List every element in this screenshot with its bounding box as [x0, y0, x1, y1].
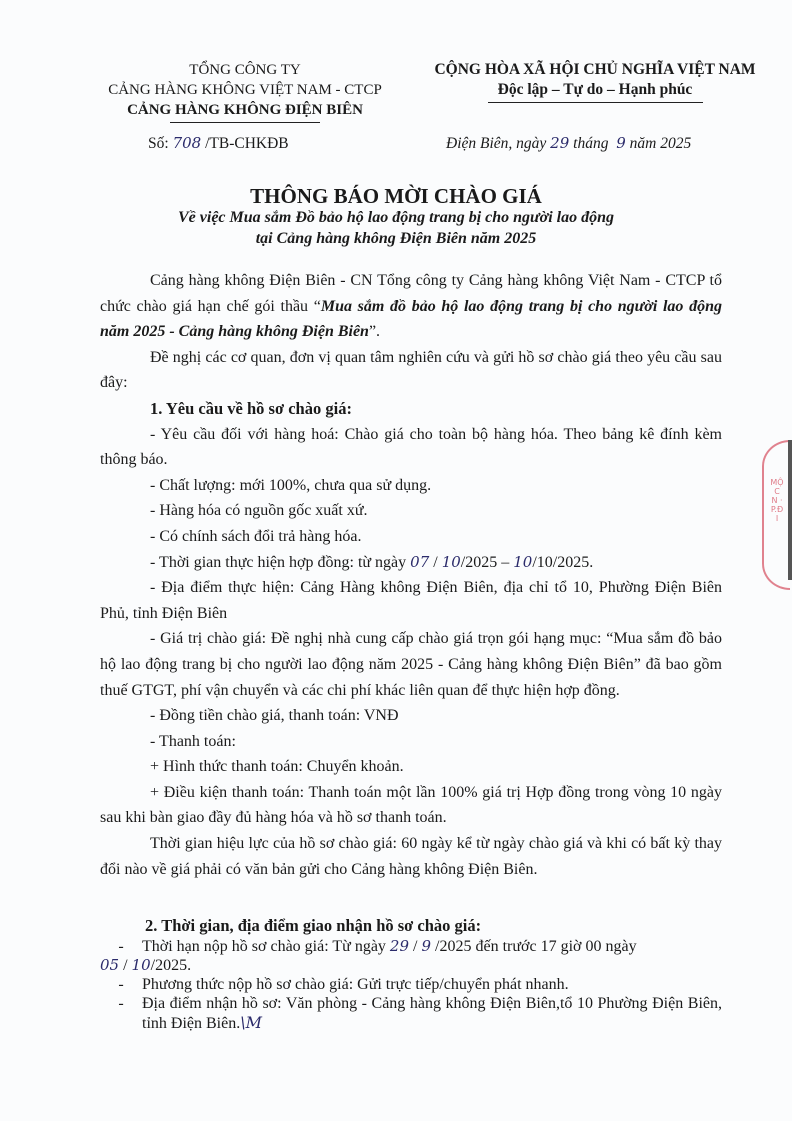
deadline-from-month: 9	[421, 937, 432, 955]
subtitle-line-1: Về việc Mua sắm Đồ bảo hộ lao động trang bị cho người lao động	[178, 209, 614, 226]
divider	[170, 122, 320, 123]
date-month-label: tháng	[573, 135, 609, 152]
requirement-item: - Thanh toán:	[150, 732, 236, 750]
deadline-end: /2025.	[150, 957, 192, 974]
bullet-dash: -	[118, 995, 124, 1012]
deadline-from-day: 29	[389, 937, 410, 955]
national-header	[405, 60, 785, 103]
bullet-dash: -	[118, 938, 124, 955]
requirement-item: - Đồng tiền chào giá, thanh toán: VNĐ	[150, 707, 399, 725]
motto: Độc lập – Tự do – Hạnh phúc	[497, 81, 693, 98]
page-edge	[788, 440, 792, 580]
method-text: Phương thức nộp hồ sơ chào giá: Gửi trực tiếp/chuyển phát nhanh.	[142, 976, 569, 993]
requirement-item: - Có chính sách đổi trả hàng hóa.	[150, 527, 362, 545]
stamp-text: MỘC N · P.ĐI	[770, 478, 784, 523]
method-item	[100, 975, 722, 994]
contract-end-rest: /10/2025.	[532, 553, 594, 571]
date-day: 29	[550, 134, 570, 152]
document-subtitle	[0, 207, 792, 249]
country-name: CỘNG HÒA XÃ HỘI CHỦ NGHĨA VIỆT NAM	[434, 61, 756, 78]
bullet-dash: -	[118, 976, 124, 993]
contract-period-label: - Thời gian thực hiện hợp đồng: từ ngày	[150, 553, 407, 571]
branch-name: CẢNG HÀNG KHÔNG ĐIỆN BIÊN	[127, 102, 363, 118]
deadline-to-day: 05	[100, 956, 120, 974]
requirement-item: - Yêu cầu đối với hàng hoá: Chào giá cho toàn bộ hàng hóa. Theo bảng kê đính kèm thông báo.	[100, 425, 722, 469]
request-paragraph: Đề nghị các cơ quan, đơn vị quan tâm nghiên cứu và gửi hồ sơ chào giá theo yêu cầu sau đây:	[100, 348, 722, 392]
issue-date	[446, 134, 691, 153]
initials-mark: \M	[240, 1013, 262, 1032]
divider	[488, 102, 703, 103]
deadline-to-month: 10	[131, 956, 151, 974]
parent-org: TỔNG CÔNG TY	[189, 62, 301, 78]
section2-heading: 2. Thời gian, địa điểm giao nhận hồ sơ chào giá:	[145, 916, 482, 935]
subtitle-line-2: tại Cảng hàng không Điện Biên năm 2025	[255, 230, 537, 247]
number-label: Số:	[148, 135, 169, 152]
location-item	[100, 994, 722, 1033]
number-handwritten: 708	[172, 134, 202, 152]
date-prefix: Điện Biên, ngày	[446, 135, 547, 152]
deadline-label: Thời hạn nộp hồ sơ chào giá: Từ ngày	[142, 938, 386, 955]
intro-paragraph	[100, 268, 722, 345]
document-number	[148, 134, 289, 153]
requirement-item: - Hàng hóa có nguồn gốc xuất xứ.	[150, 502, 368, 520]
number-suffix: /TB-CHKĐB	[205, 135, 289, 152]
requirement-item: - Chất lượng: mới 100%, chưa qua sử dụng.	[150, 476, 432, 494]
issuer-header	[100, 60, 390, 123]
deadline-text: Thời hạn nộp hồ sơ chào giá: Từ ngày 29 / 9 /2025 đến trước 17 giờ 00 ngày	[142, 937, 637, 955]
contract-period: - Thời gian thực hiện hợp đồng: từ ngày 07 / 10/2025 – 10/10/2025.	[150, 552, 594, 571]
corporation-name: CẢNG HÀNG KHÔNG VIỆT NAM - CTCP	[108, 82, 382, 98]
contract-mid: /2025 –	[460, 553, 510, 571]
requirement-item: + Điều kiện thanh toán: Thanh toán một lần 100% giá trị Hợp đồng trong vòng 10 ngày sau khi bàn giao đầy đủ hàng hóa và hồ sơ thanh toán.	[100, 783, 722, 827]
contract-start-month: 10	[441, 552, 461, 571]
section1-heading: 1. Yêu cầu về hồ sơ chào giá:	[150, 398, 352, 418]
requirement-item: - Địa điểm thực hiện: Cảng Hàng không Điện Biên, địa chỉ tổ 10, Phường Điện Biên Phủ, tỉnh Điện Biên	[100, 579, 722, 622]
contract-start-day: 07	[410, 552, 430, 571]
deadline-mid: /2025 đến trước 17 giờ 00 ngày	[435, 938, 637, 955]
requirement-item: + Hình thức thanh toán: Chuyển khoản.	[150, 758, 404, 776]
validity-paragraph: Thời gian hiệu lực của hồ sơ chào giá: 60 ngày kể từ ngày chào giá và khi có bất kỳ thay đổi nào về giá phải có văn bản gửi cho Cảng hàng không Điện Biên.	[100, 835, 722, 878]
location-value: Địa điểm nhận hồ sơ: Văn phòng - Cảng hàng không Điện Biên,tổ 10 Phường Điện Biên, tỉnh Điện Biên.	[142, 995, 722, 1032]
intro-text: Cảng hàng không Điện Biên - CN Tổng công ty Cảng hàng không Việt Nam - CTCP tổ chức chào giá hạn chế gói thầu “	[100, 272, 722, 315]
document-body	[100, 268, 722, 882]
date-month: 9	[616, 134, 626, 152]
section2	[100, 915, 722, 1033]
location-text	[142, 994, 722, 1033]
document-title: THÔNG BÁO MỜI CHÀO GIÁ	[250, 184, 542, 208]
deadline-item	[100, 937, 722, 956]
package-name: Mua sắm đồ bảo hộ lao động trang bị cho người lao động năm 2025 - Cảng hàng không Điện Biên	[100, 297, 722, 341]
requirement-item: - Giá trị chào giá: Đề nghị nhà cung cấp chào giá trọn gói hạng mục: “Mua sắm đồ bảo hộ lao động trang bị cho người lao động năm 2025 - Cảng hàng không Điện Biên” đã bao gồm thuế GTGT, phí vận chuyển và các chi phí khác liên quan để thực hiện hợp đồng.	[100, 630, 722, 699]
contract-end-day: 10	[513, 552, 533, 571]
date-year: năm 2025	[629, 135, 692, 152]
intro-end: ”.	[368, 323, 381, 341]
deadline-cont: 05 / 10/2025.	[100, 956, 192, 974]
